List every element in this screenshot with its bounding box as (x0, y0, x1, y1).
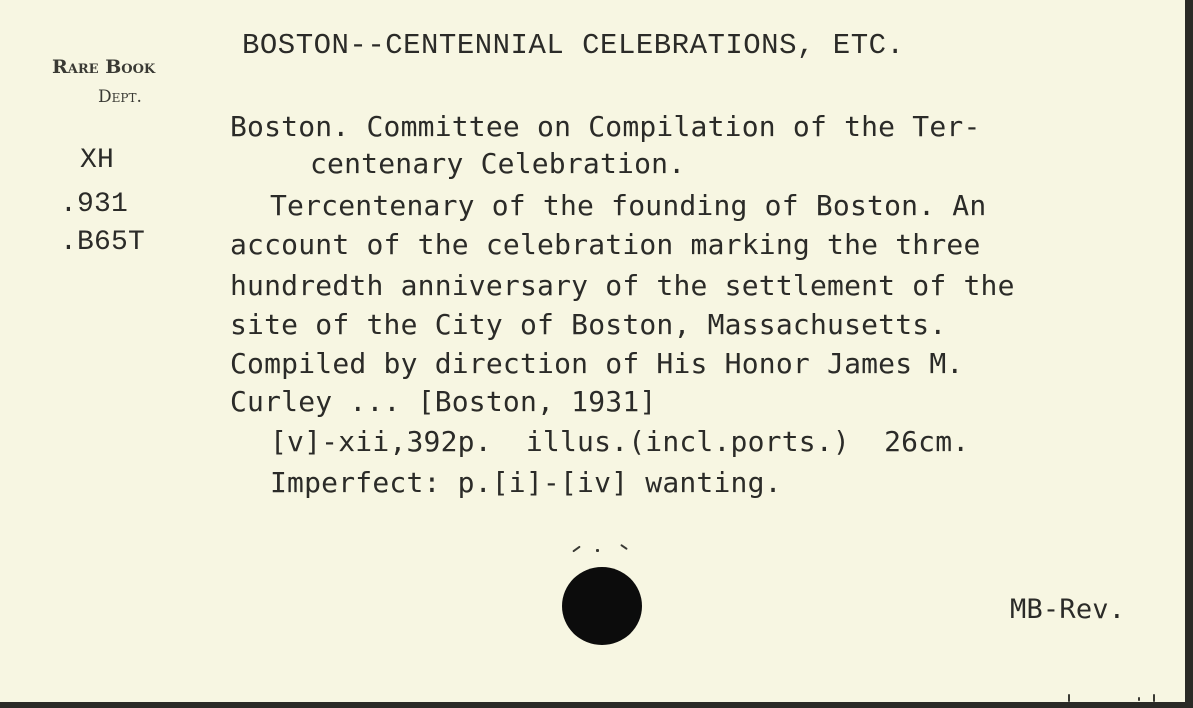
punch-hole (562, 567, 642, 645)
title-line-3: hundredth anniversary of the settlement of the (230, 269, 1015, 302)
speck-mark (1138, 697, 1140, 701)
note-line: Imperfect: p.[i]-[iv] wanting. (270, 466, 782, 499)
speck-mark (620, 544, 628, 550)
imprint-line: Curley ... [Boston, 1931] (230, 385, 657, 418)
subject-heading: BOSTON--CENTENNIAL CELEBRATIONS, ETC. (242, 29, 905, 62)
title-line-2: account of the celebration marking the three (230, 228, 981, 261)
speck-mark (1068, 694, 1070, 702)
speck-mark (572, 546, 581, 553)
main-entry-line-2: centenary Celebration. (310, 147, 686, 180)
call-number-line-2: .931 (60, 189, 129, 220)
collation-line: [v]-xii,392p. illus.(incl.ports.) 26cm. (270, 425, 970, 458)
rare-book-stamp-line2: Dept. (98, 87, 142, 107)
main-entry-line-1: Boston. Committee on Compilation of the Ter- (230, 110, 981, 143)
call-number-line-1: XH (80, 145, 115, 176)
speck-mark (1153, 694, 1155, 702)
title-line-5: Compiled by direction of His Honor James M. (230, 347, 964, 380)
title-line-4: site of the City of Boston, Massachusetts. (230, 308, 947, 341)
rare-book-stamp-line1: Rare Book (52, 56, 156, 78)
title-line-1: Tercentenary of the founding of Boston. An (270, 189, 987, 222)
source-note: MB-Rev. (1010, 594, 1126, 625)
call-number-line-3: .B65T (60, 227, 146, 258)
speck-mark (596, 549, 599, 552)
